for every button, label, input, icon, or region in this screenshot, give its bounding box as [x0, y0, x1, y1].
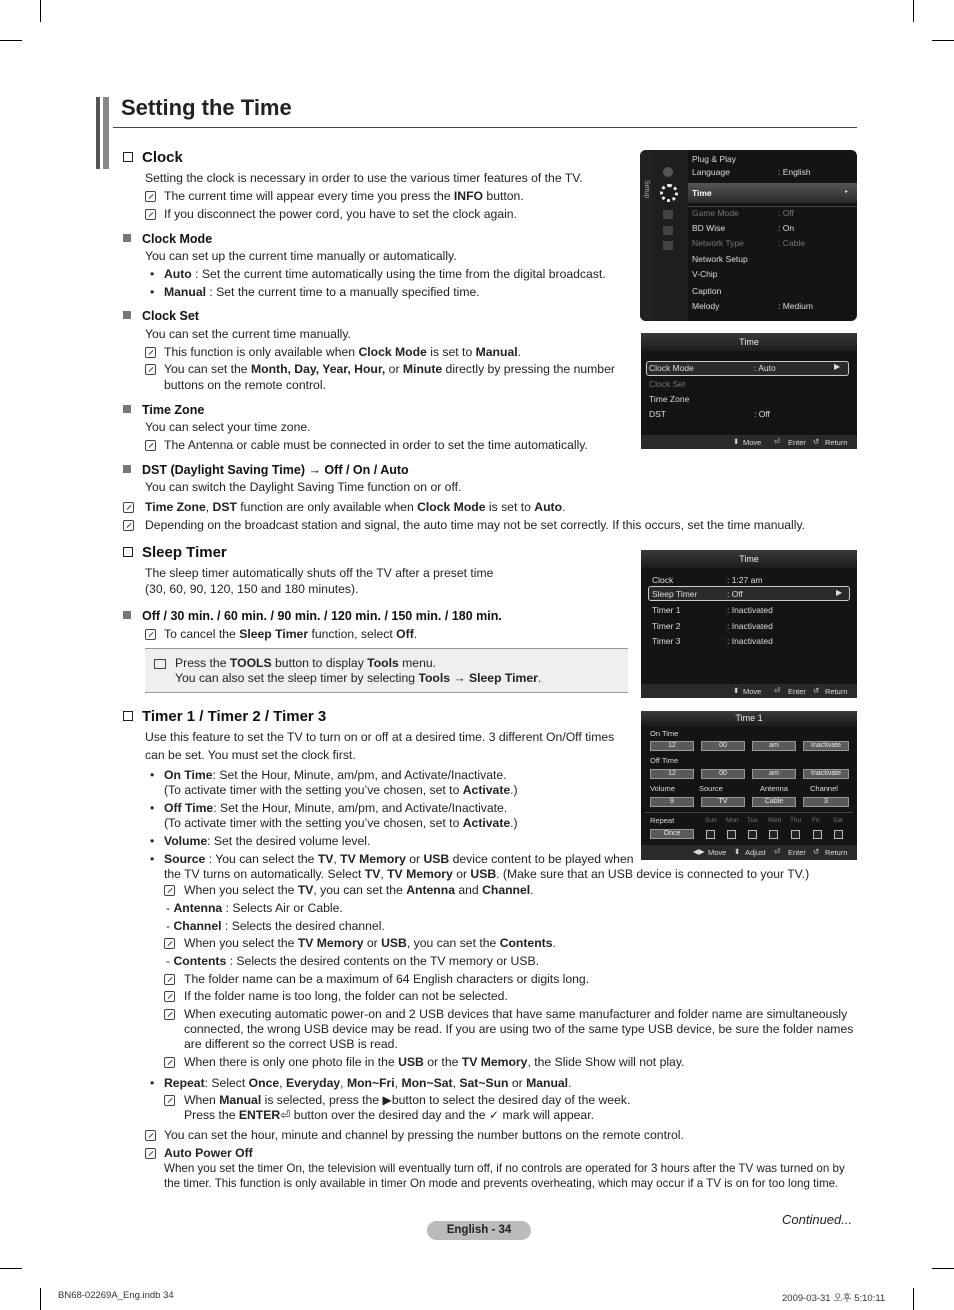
- dst-desc: You can switch the Daylight Saving Time function on or off.: [145, 480, 462, 494]
- enter-icon: ⏎: [280, 1108, 291, 1122]
- osd-timer1-menu: [641, 711, 857, 860]
- checkbox-icon: [123, 711, 133, 721]
- checkbox-icon: [123, 152, 133, 162]
- enter-icon: ⏎: [774, 686, 781, 695]
- osd-footer: ⬍ Move ⏎ Enter ↺ Return: [641, 684, 857, 698]
- timer-subitem: - Contents : Selects the desired contents on the TV memory or USB.: [166, 954, 539, 968]
- day-checkbox[interactable]: [813, 830, 822, 839]
- return-icon: ↺: [813, 686, 820, 695]
- list-item-cont: (To activate timer with the setting you’ve chosen, set to Activate.): [164, 783, 518, 797]
- osd-title: Time 1: [641, 711, 857, 726]
- timer-note: If the folder name is too long, the folder can not be selected.: [184, 989, 508, 1003]
- osd-value: : Inactivated: [727, 605, 773, 615]
- on-time-label: On Time: [650, 729, 679, 738]
- osd-selected-row: [688, 183, 857, 203]
- note-icon: [164, 1009, 175, 1020]
- source-field[interactable]: TV: [701, 797, 745, 807]
- return-icon: ↺: [813, 847, 820, 856]
- note-icon: [145, 364, 156, 375]
- antenna-field[interactable]: Cable: [752, 797, 796, 807]
- day-label: Sun: [705, 817, 717, 824]
- timer-note: When you select the TV Memory or USB, you can set the Contents.: [184, 936, 556, 950]
- channel-label: Channel: [810, 784, 838, 793]
- clock-mode-heading: Clock Mode: [145, 232, 212, 246]
- osd-item[interactable]: Sleep Timer: [652, 589, 698, 599]
- osd-item[interactable]: Network Type: [692, 238, 744, 248]
- square-bullet-icon: [123, 465, 131, 473]
- sleep-options: Off / 30 min. / 60 min. / 90 min. / 120 min. / 150 min. / 180 min.: [145, 609, 502, 623]
- list-item: • On Time: Set the Hour, Minute, am/pm, and Activate/Inactivate.: [164, 768, 507, 783]
- day-label: Tue: [747, 817, 758, 824]
- channel-field[interactable]: 3: [803, 797, 849, 807]
- osd-item[interactable]: BD Wise: [692, 223, 726, 233]
- day-checkbox[interactable]: [769, 830, 778, 839]
- enter-icon: ⏎: [774, 437, 781, 446]
- sleep-desc: The sleep timer automatically shuts off the TV after a preset time: [145, 566, 494, 580]
- on-minute-field[interactable]: 00: [701, 741, 745, 751]
- sleep-note: To cancel the Sleep Timer function, select Off.: [164, 627, 418, 641]
- tip-line: You can also set the sleep timer by selecting Tools → Sleep Timer.: [175, 671, 542, 685]
- day-checkbox[interactable]: [706, 830, 715, 839]
- auto-power-off-desc: the timer. This function is only available in timer On mode and prevents overheating, which may occur if a TV is on for too long time.: [164, 1177, 839, 1190]
- osd-sleep-menu: [641, 550, 857, 698]
- return-icon: ↺: [813, 437, 820, 446]
- dst-note: Depending on the broadcast station and signal, the auto time may not be set correctly. If this occurs, set the time manually.: [145, 518, 806, 532]
- picture-icon: [663, 167, 673, 177]
- square-bullet-icon: [123, 611, 131, 619]
- note-icon: [164, 885, 175, 896]
- arrow-right-icon: ▶: [836, 588, 843, 597]
- timer-note: The folder name can be a maximum of 64 English characters or digits long.: [184, 972, 590, 986]
- dst-heading: DST (Daylight Saving Time) → Off / On / Auto: [145, 463, 409, 477]
- square-bullet-icon: [123, 311, 131, 319]
- timer-note: When there is only one photo file in the USB or the TV Memory, the Slide Show will not play.: [184, 1055, 685, 1069]
- clock-mode-desc: You can set up the current time manually or automatically.: [145, 249, 457, 263]
- osd-item[interactable]: Timer 2: [652, 621, 681, 631]
- list-item-cont: the TV turns on automatically. Select TV, TV Memory or USB. (Make sure that an USB device is connected to your TV.): [164, 867, 810, 881]
- note-icon: [145, 440, 156, 451]
- off-activate-field[interactable]: Inactivate: [803, 769, 849, 779]
- title-accent-bar: [96, 97, 100, 169]
- osd-time-menu: [641, 333, 857, 449]
- checkmark-icon: ✓: [488, 1108, 500, 1122]
- note-icon: [145, 1130, 156, 1141]
- clock-set-desc: You can set the current time manually.: [145, 327, 351, 341]
- day-label: Mon: [726, 817, 739, 824]
- time-zone-note: The Antenna or cable must be connected in order to set the time automatically.: [164, 438, 588, 452]
- day-label: Fri: [812, 817, 820, 824]
- osd-item[interactable]: Caption: [692, 286, 722, 296]
- crop-mark: [40, 1288, 41, 1310]
- osd-value: : Cable: [778, 238, 805, 248]
- osd-setup-menu: [640, 150, 857, 321]
- osd-value: : Inactivated: [727, 621, 773, 631]
- osd-value: : Off: [778, 208, 794, 218]
- osd-value: : Off: [754, 409, 770, 419]
- list-item: • Source : You can select the TV, TV Memory or USB device content to be played when: [164, 852, 634, 867]
- timer-note-cont: Press the ENTER⏎ button over the desired day and the ✓ mark will appear.: [184, 1108, 594, 1122]
- osd-item[interactable]: Timer 3: [652, 636, 681, 646]
- osd-item[interactable]: V-Chip: [692, 269, 718, 279]
- osd-item[interactable]: Clock Mode: [649, 363, 694, 373]
- timer-heading: Timer 1 / Timer 2 / Timer 3: [123, 708, 326, 725]
- crop-mark: [0, 1268, 22, 1269]
- square-bullet-icon: [123, 405, 131, 413]
- osd-item[interactable]: Clock: [652, 575, 674, 585]
- day-checkbox[interactable]: [727, 830, 736, 839]
- clock-set-heading: Clock Set: [145, 309, 199, 323]
- day-checkbox[interactable]: [791, 830, 800, 839]
- note-icon: [164, 1095, 175, 1106]
- off-ampm-field[interactable]: am: [752, 769, 796, 779]
- note-icon: [164, 1057, 175, 1068]
- clock-intro: Setting the clock is necessary in order to use the various timer features of the TV.: [145, 171, 583, 185]
- off-time-label: Off Time: [650, 756, 679, 765]
- auto-power-off-desc: When you set the timer On, the television will eventually turn off, if no controls are operated for 3 hours after the TV was turned on by: [164, 1162, 845, 1175]
- list-item-cont: (To activate timer with the setting you’ve chosen, set to Activate.): [164, 816, 518, 830]
- channel-icon: [663, 210, 673, 219]
- osd-item[interactable]: Timer 1: [652, 605, 681, 615]
- off-hour-field[interactable]: 12: [650, 769, 694, 779]
- timer-note-cont: connected, the wrong USB device may be read. If you are using two of the same type USB device, be sure the folder names: [184, 1022, 854, 1036]
- osd-title: Time: [641, 333, 857, 351]
- osd-value: : On: [778, 223, 795, 233]
- note-icon: [145, 209, 156, 220]
- note-icon: [164, 991, 175, 1002]
- osd-value: : Off: [727, 589, 743, 599]
- note-icon: [145, 347, 156, 358]
- crop-mark: [932, 40, 954, 41]
- osd-value: : English: [778, 167, 811, 177]
- osd-item[interactable]: DST: [649, 409, 666, 419]
- timer-note: When Manual is selected, press the ▶button to select the desired day of the week.: [184, 1093, 631, 1107]
- sleep-desc: (30, 60, 90, 120, 150 and 180 minutes).: [145, 582, 359, 596]
- page-number-badge: English - 34: [427, 1221, 531, 1240]
- osd-side-tab: [640, 150, 652, 321]
- page-title: Setting the Time: [121, 95, 292, 120]
- timer-note: When you select the TV, you can set the Antenna and Channel.: [184, 883, 534, 897]
- dst-note: Time Zone, DST function are only available when Clock Mode is set to Auto.: [145, 500, 566, 514]
- timer-desc: Use this feature to set the TV to turn on or off at a desired time. 3 different On/Off times: [145, 730, 615, 744]
- timer-subitem: - Channel : Selects the desired channel.: [166, 919, 385, 933]
- off-minute-field[interactable]: 00: [701, 769, 745, 779]
- day-label: Wed: [768, 817, 782, 824]
- clock-set-note: You can set the Month, Day, Year, Hour, or Minute directly by pressing the number: [164, 362, 615, 376]
- clock-set-note-cont: buttons on the remote control.: [164, 378, 326, 392]
- clock-note: The current time will appear every time you press the INFO button.: [164, 189, 524, 203]
- clock-heading: Clock: [123, 149, 183, 166]
- list-item: • Auto : Set the current time automatically using the time from the digital broadcast.: [164, 267, 606, 282]
- time-zone-desc: You can select your time zone.: [145, 420, 311, 434]
- osd-side-label: Setup: [643, 180, 650, 199]
- osd-item[interactable]: Network Setup: [692, 254, 748, 264]
- note-icon: [145, 629, 156, 640]
- left-right-icon: ◀▶: [693, 847, 705, 856]
- note-icon: [164, 938, 175, 949]
- tip-line: Press the TOOLS button to display Tools menu.: [175, 656, 437, 670]
- continued-label: Continued...: [782, 1212, 853, 1227]
- clock-note: If you disconnect the power cord, you have to set the clock again.: [164, 207, 517, 221]
- timer-note-cont: are different so the correct USB is read.: [184, 1037, 398, 1051]
- osd-value: : Auto: [754, 363, 776, 373]
- on-hour-field[interactable]: 12: [650, 741, 694, 751]
- list-item: • Off Time: Set the Hour, Minute, am/pm, and Activate/Inactivate.: [164, 801, 507, 816]
- crop-mark: [0, 40, 22, 41]
- osd-item-time[interactable]: Time: [692, 188, 712, 198]
- source-label: Source: [699, 784, 723, 793]
- list-item: • Volume: Set the desired volume level.: [164, 834, 370, 849]
- timer-desc: can be set. You must set the clock first.: [145, 748, 356, 762]
- note-icon: [123, 502, 134, 513]
- support-icon: [663, 241, 673, 250]
- osd-item[interactable]: Time Zone: [649, 394, 690, 404]
- sleep-timer-heading: Sleep Timer: [123, 544, 227, 561]
- arrow-right-icon: ▸: [845, 189, 849, 195]
- note-icon: [145, 191, 156, 202]
- osd-footer: ⬍ Move ⏎ Enter ↺ Return: [641, 435, 857, 449]
- repeat-label: Repeat: [650, 816, 675, 825]
- day-label: Sat: [833, 817, 843, 824]
- time-zone-heading: Time Zone: [145, 403, 204, 417]
- checkbox-icon: [123, 547, 133, 557]
- move-icon: ⬍: [733, 437, 740, 446]
- on-ampm-field[interactable]: am: [752, 741, 796, 751]
- enter-icon: ⏎: [774, 847, 781, 856]
- timer-subitem: - Antenna : Selects Air or Cable.: [166, 901, 343, 915]
- clock-set-note: This function is only available when Clock Mode is set to Manual.: [164, 345, 521, 359]
- osd-title: Time: [641, 550, 857, 568]
- title-rule: [113, 127, 857, 128]
- crop-mark: [913, 0, 914, 22]
- title-accent-bar: [103, 97, 109, 169]
- crop-mark: [40, 0, 41, 22]
- auto-power-off-heading: Auto Power Off: [164, 1146, 253, 1160]
- crop-mark: [932, 1268, 954, 1269]
- tools-icon: [154, 659, 166, 669]
- osd-value: : Medium: [778, 301, 813, 311]
- arrow-right-icon: ▶: [834, 362, 841, 371]
- list-item: • Manual : Set the current time to a manually specified time.: [164, 285, 480, 300]
- input-icon: [663, 226, 673, 235]
- timer-note: You can set the hour, minute and channel by pressing the number buttons on the remote control.: [164, 1128, 684, 1142]
- gear-icon: [660, 184, 678, 202]
- tools-tip-box: [145, 648, 628, 693]
- repeat-field[interactable]: Once: [650, 829, 694, 839]
- adjust-icon: ⬍: [734, 847, 741, 856]
- timer-note: When executing automatic power-on and 2 USB devices that have same manufacturer and folder name are simultaneously: [184, 1007, 848, 1021]
- day-checkbox[interactable]: [748, 830, 757, 839]
- day-label: Thu: [790, 817, 802, 824]
- square-bullet-icon: [123, 234, 131, 242]
- osd-item[interactable]: Language: [692, 167, 730, 177]
- osd-value: : Inactivated: [727, 636, 773, 646]
- footer-file: BN68-02269A_Eng.indb 34: [58, 1290, 174, 1301]
- footer-timestamp: 2009-03-31 오후 5:10:11: [782, 1293, 886, 1304]
- note-icon: [123, 520, 134, 531]
- list-item: • Repeat: Select Once, Everyday, Mon~Fri, Mon~Sat, Sat~Sun or Manual.: [164, 1076, 571, 1091]
- play-right-icon: ▶: [382, 1093, 392, 1107]
- crop-mark: [913, 1288, 914, 1310]
- note-icon: [164, 974, 175, 985]
- osd-item[interactable]: Melody: [692, 301, 720, 311]
- volume-field[interactable]: 9: [650, 797, 694, 807]
- osd-item[interactable]: Game Mode: [692, 208, 739, 218]
- osd-item[interactable]: Plug & Play: [692, 154, 736, 164]
- day-checkbox[interactable]: [834, 830, 843, 839]
- osd-item[interactable]: Clock Set: [649, 379, 686, 389]
- antenna-label: Antenna: [760, 784, 788, 793]
- osd-footer: ◀▶ Move ⬍ Adjust ⏎ Enter ↺ Return: [641, 845, 857, 860]
- move-icon: ⬍: [733, 686, 740, 695]
- osd-value: : 1:27 am: [727, 575, 763, 585]
- note-icon: [145, 1148, 156, 1159]
- volume-label: Volume: [650, 784, 676, 793]
- on-activate-field[interactable]: Inactivate: [803, 741, 849, 751]
